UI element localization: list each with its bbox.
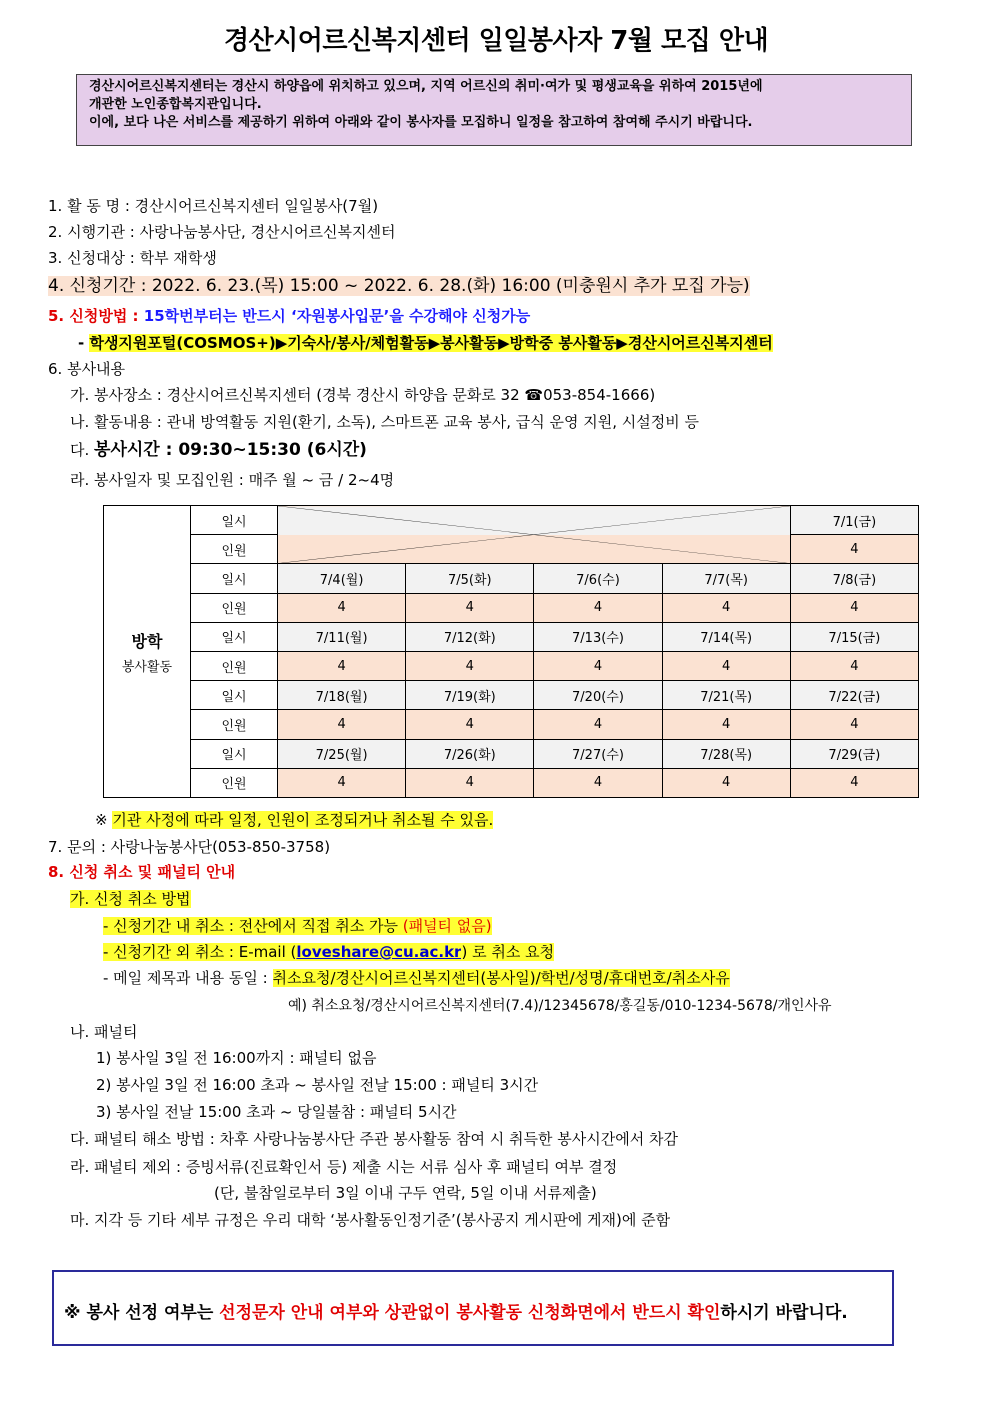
empty-cell: [278, 506, 791, 564]
people-cell: 4: [534, 710, 662, 739]
people-cell: 4: [406, 593, 534, 622]
schedule-note: [95, 810, 493, 830]
schedule-table: [103, 505, 919, 798]
footer-pre: ※ 봉사 선정 여부는: [64, 1303, 220, 1323]
path-dash: -: [78, 334, 90, 352]
footer-post: 하시기 바랍니다.: [720, 1303, 848, 1323]
people-cell: 4: [662, 651, 790, 680]
people-cell: 4: [278, 593, 406, 622]
date-cell: 7/13(수): [534, 622, 662, 651]
date-cell: 7/6(수): [534, 564, 662, 593]
penalty-resolve: 다. 패널티 해소 방법 : 차후 사랑나눔봉사단 주관 봉사활동 참여 시 취득한 봉사시간에서 차감: [70, 1130, 678, 1148]
table-row: [104, 710, 919, 739]
item-time: [70, 440, 367, 460]
item-content: 6. 봉사내용: [48, 360, 126, 378]
penalty-1: 1) 봉사일 3일 전 16:00까지 : 패널티 없음: [96, 1049, 377, 1067]
date-cell: 7/14(목): [662, 622, 790, 651]
penalty-3: 3) 봉사일 전날 15:00 초과 ~ 당일불참 : 패널티 5시간: [96, 1103, 457, 1121]
table-row: [104, 593, 919, 622]
mail-format-label: - 메일 제목과 내용 동일 :: [103, 969, 273, 987]
row-label-date: 일시: [191, 564, 278, 593]
mail-format: [103, 968, 730, 988]
mail-example: 예) 취소요청/경산시어르신복지센터(7.4)/12345678/홍길동/010-1234-5678/개인사유: [288, 998, 832, 1014]
row-label-people: 인원: [191, 768, 278, 797]
date-cell: 7/15(금): [790, 622, 918, 651]
date-cell: 7/27(수): [534, 739, 662, 768]
people-cell: 4: [278, 710, 406, 739]
people-cell: 4: [790, 593, 918, 622]
cancel-method-title: [70, 889, 191, 909]
intro-line-3: 이에, 보다 나은 서비스를 제공하기 위하여 아래와 같이 봉사자를 모집하니 일정을 참고하여 참여해 주시기 바랍니다.: [89, 115, 753, 130]
table-row: [104, 564, 919, 593]
date-cell: 7/1(금): [790, 506, 918, 535]
footer-notice: [64, 1298, 848, 1323]
date-cell: 7/4(월): [278, 564, 406, 593]
date-cell: 7/28(목): [662, 739, 790, 768]
date-cell: 7/25(월): [278, 739, 406, 768]
date-cell: 7/22(금): [790, 681, 918, 710]
group-subtitle: 봉사활동: [121, 659, 173, 675]
item-method-text: 15학번부터는 반드시 ‘자원봉사입문’을 수강해야 신청가능: [143, 307, 531, 325]
row-label-people: 인원: [191, 651, 278, 680]
intro-line-2: 개관한 노인종합복지관입니다.: [89, 97, 262, 112]
cancel-outside-text: - 신청기간 외 취소 : E-mail (: [103, 943, 297, 961]
portal-path: 학생지원포털(COSMOS+)▶기숙사/봉사/체험활동▶봉사활동▶방학중 봉사활동▶경산시어르신복지센터: [89, 334, 773, 352]
people-cell: 4: [534, 651, 662, 680]
people-cell: 4: [790, 710, 918, 739]
people-cell: 4: [790, 535, 918, 564]
date-cell: 7/18(월): [278, 681, 406, 710]
cancel-within-penalty: (패널티 없음): [402, 917, 492, 935]
people-cell: 4: [790, 768, 918, 797]
row-label-people: 인원: [191, 593, 278, 622]
penalty-exempt: 라. 패널티 제외 : 증빙서류(진료확인서 등) 제출 시는 서류 심사 후 패널티 여부 결정: [70, 1158, 618, 1176]
item-contact: 7. 문의 : 사랑나눔봉사단(053-850-3758): [48, 838, 331, 856]
item-method-path: [78, 333, 773, 353]
group-title: 방학: [131, 631, 163, 651]
item-period: 4. 신청기간 : 2022. 6. 23.(목) 15:00 ~ 2022. 6. 28.(화) 16:00 (미충원시 추가 모집 가능): [48, 276, 750, 296]
mail-format-text: 취소요청/경산시어르신복지센터(봉사일)/학번/성명/휴대번호/취소사유: [272, 969, 730, 987]
page-title: 경산시어르신복지센터 일일봉사자 7월 모집 안내: [223, 26, 769, 56]
group-cell: [104, 506, 191, 798]
penalty-title: 나. 패널티: [70, 1023, 138, 1041]
cancel-outside-period: [103, 942, 554, 962]
cancel-within-text: - 신청기간 내 취소 : 전산에서 직접 취소 가능: [103, 917, 403, 935]
table-row: [104, 739, 919, 768]
people-cell: 4: [406, 710, 534, 739]
row-label-date: 일시: [191, 506, 278, 535]
note-mark: ※: [95, 811, 113, 829]
date-cell: 7/7(목): [662, 564, 790, 593]
people-cell: 4: [278, 768, 406, 797]
date-cell: 7/19(화): [406, 681, 534, 710]
item-activities: 나. 활동내용 : 관내 방역활동 지원(환기, 소독), 스마트폰 교육 봉사, 급식 운영 지원, 시설정비 등: [70, 413, 699, 431]
date-cell: 7/8(금): [790, 564, 918, 593]
item-time-text: 봉사시간 : 09:30~15:30 (6시간): [94, 440, 367, 460]
intro-line-1: 경산시어르신복지센터는 경산시 하양읍에 위치하고 있으며, 지역 어르신의 취미·여가 및 평생교육을 위하여 2015년에: [89, 79, 763, 94]
people-cell: 4: [662, 710, 790, 739]
cancel-outside-post: ) 로 취소 요청: [461, 943, 555, 961]
people-cell: 4: [790, 651, 918, 680]
date-cell: 7/29(금): [790, 739, 918, 768]
date-cell: 7/21(목): [662, 681, 790, 710]
table-row: [104, 681, 919, 710]
people-cell: 4: [662, 593, 790, 622]
email-link[interactable]: loveshare@cu.ac.kr: [296, 943, 462, 961]
cancel-within-period: [103, 916, 492, 936]
footer-notice-box: [52, 1270, 894, 1346]
people-cell: 4: [406, 651, 534, 680]
table-row: [104, 506, 919, 535]
row-label-date: 일시: [191, 739, 278, 768]
intro-box: [76, 74, 912, 146]
item-activity-name: 1. 활 동 명 : 경산시어르신복지센터 일일봉사(7월): [48, 197, 379, 215]
item-cancel-title: 8. 신청 취소 및 패널티 안내: [48, 863, 236, 881]
penalty-2: 2) 봉사일 3일 전 16:00 초과 ~ 봉사일 전날 15:00 : 패널티 3시간: [96, 1076, 539, 1094]
people-cell: 4: [534, 593, 662, 622]
late-rule: 마. 지각 등 기타 세부 규정은 우리 대학 ‘봉사활동인정기준’(봉사공지 게시판에 게재)에 준함: [70, 1211, 671, 1229]
footer-red: 선정문자 안내 여부와 상관없이 봉사활동 신청화면에서 반드시 확인: [219, 1303, 721, 1323]
table-row: [104, 622, 919, 651]
date-cell: 7/26(화): [406, 739, 534, 768]
date-cell: 7/20(수): [534, 681, 662, 710]
date-cell: 7/12(화): [406, 622, 534, 651]
note-text: 기관 사정에 따라 일정, 인원이 조정되거나 취소될 수 있음.: [112, 811, 494, 829]
item-target: 3. 신청대상 : 학부 재학생: [48, 249, 217, 267]
item-organizer: 2. 시행기관 : 사랑나눔봉사단, 경산시어르신복지센터: [48, 223, 396, 241]
item-method: [48, 306, 530, 326]
item-schedule: 라. 봉사일자 및 모집인원 : 매주 월 ~ 금 / 2~4명: [70, 471, 395, 489]
row-label-date: 일시: [191, 681, 278, 710]
table-row: [104, 768, 919, 797]
people-cell: 4: [662, 768, 790, 797]
item-method-label: 5. 신청방법 :: [48, 307, 144, 325]
people-cell: 4: [278, 651, 406, 680]
row-label-date: 일시: [191, 622, 278, 651]
row-label-people: 인원: [191, 535, 278, 564]
people-cell: 4: [534, 768, 662, 797]
cancel-method-label: 가. 신청 취소 방법: [70, 890, 191, 908]
date-cell: 7/5(화): [406, 564, 534, 593]
row-label-people: 인원: [191, 710, 278, 739]
item-time-label: 다.: [70, 441, 95, 459]
people-cell: 4: [406, 768, 534, 797]
item-location: 가. 봉사장소 : 경산시어르신복지센터 (경북 경산시 하양읍 문화로 32 ☎053-854-1666): [70, 386, 656, 404]
date-cell: 7/11(월): [278, 622, 406, 651]
penalty-exempt-note: (단, 불참일로부터 3일 이내 구두 연락, 5일 이내 서류제출): [214, 1184, 597, 1202]
table-row: [104, 651, 919, 680]
